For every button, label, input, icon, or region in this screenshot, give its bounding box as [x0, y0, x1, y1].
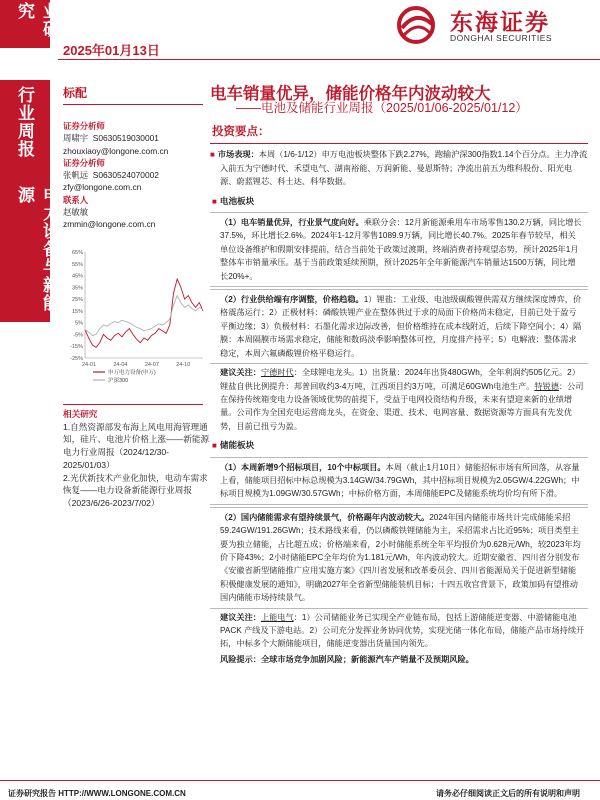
s1-heading: （1）本周新增9个招标项目，10个中标项目。: [220, 462, 386, 472]
legend-label: 沪深300: [108, 378, 129, 384]
battery-heading: [212, 195, 588, 208]
header-divider: [58, 59, 600, 60]
related-item[interactable]: 2.光伏新技术产业化加快，电动车需求恢复——电力设备新能源行业周报（2023/6/26-2023/7/02）: [63, 472, 208, 508]
y-tick-label: 45%: [71, 273, 83, 280]
y-tick-label: 25%: [71, 297, 83, 304]
sidebar-tab-top-text: 业研究: [14, 2, 59, 38]
b1-heading: （1）电车销量优异，行业景气度向好。: [220, 218, 364, 228]
x-tick-label: 24-01: [81, 362, 97, 368]
storage-box-2: [210, 507, 588, 609]
sidebar-tab-section-text: 行业周报: [14, 86, 34, 158]
y-tick-label: 55%: [71, 261, 83, 268]
risk-label: 风险提示：: [220, 654, 261, 664]
storage-advice: [220, 611, 588, 651]
risk-text: 全球市场竞争加剧风险；新能源汽车产销量不及预期风险。: [260, 654, 474, 664]
advice-text: ：公司在保持传统箱变电力设备领域优势的前提下，受益于电网投资结构升级，未来有望迎来新的业绩增量。公司作为全国充电运营商龙头，在资金、渠道、技术、电网容量、数据资源等方面具有先发优势，目前已扭亏为盈。: [220, 381, 584, 431]
series-line: [85, 279, 203, 347]
related-item[interactable]: 1.自然资源部发布海上风电用海管理通知，硅片、电池片价格上涨——新能源电力行业周报（2024/12/30-2025/01/03）: [63, 421, 210, 470]
analyst-role: 证券分析师: [63, 157, 105, 168]
analyst-block: [63, 120, 203, 231]
advice-label: 建议关注：: [220, 368, 261, 378]
report-title: 电车销量优异，储能价格年内波动较大: [210, 84, 491, 103]
contact-role: 联系人: [63, 194, 89, 205]
sidebar-tab-section: [0, 80, 50, 180]
footer-right-text: 请务必仔细阅读正文后的所有说明和声明: [436, 789, 580, 798]
analyst-1: [63, 120, 203, 157]
s2-text: 2024年国内储能市场共计完成储能采招59.24GW/191.26GWh；技术路线来看，仍以磷酸铁锂储能为主，采招需求占比近95%；项目类型主要为独立储能，占比超五成；价格端来看，2小时储能系统全年平均报价为0.628元/Wh，较2023年均价下降43%；2小时储能EPC全年均价为1.181元/Wh，年内波动较大。近期安徽省、四川省分别发布《安徽省新型储能推广应用实施方案》《四川省发展和改革委员会、四川省能源局关于促进新型储能积极健康发展的通知》，明确2027年全省新型储能装机目标；十四五收官背景下，政策加码有望推动国内储能市场持续景气。: [220, 512, 581, 603]
x-tick-label: 24-07: [144, 362, 159, 368]
analyst-name: 张帆远: [63, 170, 89, 181]
y-tick-label: 15%: [71, 308, 83, 315]
main-content: [210, 126, 588, 666]
analyst-cert: S0630524070002: [92, 170, 159, 181]
risk-notice: [220, 653, 588, 666]
series-line: [85, 296, 203, 336]
storage-heading: [212, 439, 588, 452]
y-tick-label: 65%: [71, 250, 83, 256]
b2-text: 1）锂盐：工业级、电池级碳酸锂供需双方继续深度博弈，价格震荡运行；2）正极材料：磷酸铁锂产业在整体供过于求的局面下价格尚未稳定，目前已处于盈亏平衡边缘；3）负极材料：石墨化需求边际改善，但价格维持在成本线附近，后续下降空间小；4）隔膜：本周隔膜市场需求稳定，储能和数码淡季影响整体可控，月度排产持平；5）电解液：整体需求稳定，本周六氟磷酸锂价格平稳运行。: [220, 295, 582, 358]
company-logo: [388, 4, 588, 46]
analyst-2: [63, 157, 203, 194]
related-research: [63, 408, 213, 510]
logo-mark-icon: [388, 4, 444, 46]
battery-heading-text: 电池板块: [219, 195, 255, 206]
battery-box-2: [210, 289, 588, 364]
contact: [63, 194, 203, 231]
s2-heading: （2）国内储能需求有望持续景气，价格踢年内波动较大。: [220, 512, 430, 522]
logo-text-en: DONGHAI SECURITIES: [450, 33, 553, 43]
advice-company: 特锐德: [534, 381, 559, 391]
storage-heading-text: 储能板块: [219, 440, 255, 451]
s1-text: 本周（截止1月10日）储能招标市场有所回落，从容量上看，储能项目招标中标总规模为3.14GW/34.79GWh，其中招标项目规模为2.05GW/4.22GWh；中标项目规模为1.09GW/30.57GWh；中标价格方面，本周储能EPC及储能系统均价均有所下滑。: [220, 462, 580, 499]
advice-text: ：1）公司储能业务已实现全产业链布局，包括上游储能逆变器、中游储能电池 PACK 产线及下游电站。2）公司充分发挥业务协同优势，实现光储一体化布局，储能产品市场持续开拓，中标多个大额储能项目，储能逆变器出货量国内领先。: [220, 612, 585, 649]
storage-box-1: [210, 457, 588, 505]
contact-email[interactable]: zmmin@longone.com.cn: [63, 219, 156, 230]
analyst-email[interactable]: zhouxiaoy@longone.com.cn: [63, 145, 169, 156]
advice-company: 宁德时代: [260, 368, 294, 378]
b1-text: 乘联分会：12月新能源乘用车市场零售130.2万辆，同比增长37.5%，环比增长2.6%。2024年1-12月零售1089.9万辆，同比增长40.7%。2025年春节较早，相关单位设备维护和假期安排提前，结合当前处于政策过渡期，终端消费者持观望态势，预计2025年1月整体车市销量承压。基于当前政策延续预期，预计2025年全年新能源汽车销量达1500万辆，同比增长20%+。: [220, 218, 582, 281]
analyst-name: 周啸宇: [63, 133, 89, 144]
bullet-icon: ■: [212, 441, 217, 451]
sidebar-tab-top: [0, 0, 59, 48]
y-tick-label: 35%: [71, 285, 83, 292]
sidebar-tab-industry: [0, 180, 59, 322]
x-tick-label: 24-04: [113, 362, 128, 368]
report-subtitle: ——电池及储能行业周报（2025/01/06-2025/01/12）: [236, 101, 528, 115]
section-title: 投资要点：: [212, 126, 270, 138]
page-footer: [0, 772, 600, 800]
market-label: 市场表现：: [217, 150, 259, 160]
advice-label: 建议关注：: [220, 612, 261, 622]
y-tick-label: -5%: [73, 332, 83, 339]
y-tick-label: -25%: [70, 356, 83, 362]
b2-heading: （2）行业供给端有序调整，价格趋稳。: [220, 295, 364, 305]
analyst-cert: S0630519030001: [92, 133, 159, 144]
battery-advice: [220, 366, 588, 433]
sidebar-tab-industry-text: 电力设备与新能源: [14, 186, 59, 312]
section-divider: [210, 143, 588, 144]
y-tick-label: -15%: [70, 344, 83, 351]
market-text: 本周（1/6-1/12）申万电池板块整体下跌2.27%，跑输沪深300指数1.14个百分点。主力净流入前五为宁德时代、禾望电气、湖南裕能、万润新能、曼恩斯特；净流出前五为维科股份、阳光电源、蔚蓝锂芯、科士达、科华数据。: [220, 150, 588, 187]
bullet-icon: ■: [210, 150, 215, 160]
y-tick-label: 5%: [75, 320, 83, 327]
battery-box-1: [210, 212, 588, 287]
related-heading: 相关研究: [63, 409, 98, 419]
logo-text-cn: 东海证券: [450, 10, 550, 36]
legend-label: 申万电力设备(申万): [108, 370, 156, 376]
report-date: 2025年01月13日: [63, 43, 160, 58]
contact-name: 赵敏敏: [63, 207, 89, 218]
market-paragraph: [210, 148, 588, 188]
footer-divider: [0, 780, 600, 781]
rating-label: 标配: [63, 86, 88, 100]
index-performance-chart: [63, 246, 211, 396]
advice-company: 上能电气: [260, 612, 294, 622]
x-tick-label: 24-10: [176, 362, 191, 368]
advice-text: ：全球锂电龙头。1）出货量：2024年出货480GWh，全年利润约505亿元。2）锂盐自供比例提升：邦普回收约3-4万吨，江西项目约3万吨，可满足60GWh电池生产。: [220, 368, 580, 391]
analyst-email[interactable]: zfy@longone.com.cn: [63, 182, 142, 193]
analyst-role: 证券分析师: [63, 121, 105, 131]
rating-divider: [63, 104, 203, 105]
left-sidebar: [0, 0, 58, 800]
related-divider: [63, 404, 203, 405]
footer-left-text: 证券研究报告 HTTP://WWW.LONGONE.COM.CN: [8, 789, 186, 798]
bullet-icon: ■: [212, 196, 217, 206]
